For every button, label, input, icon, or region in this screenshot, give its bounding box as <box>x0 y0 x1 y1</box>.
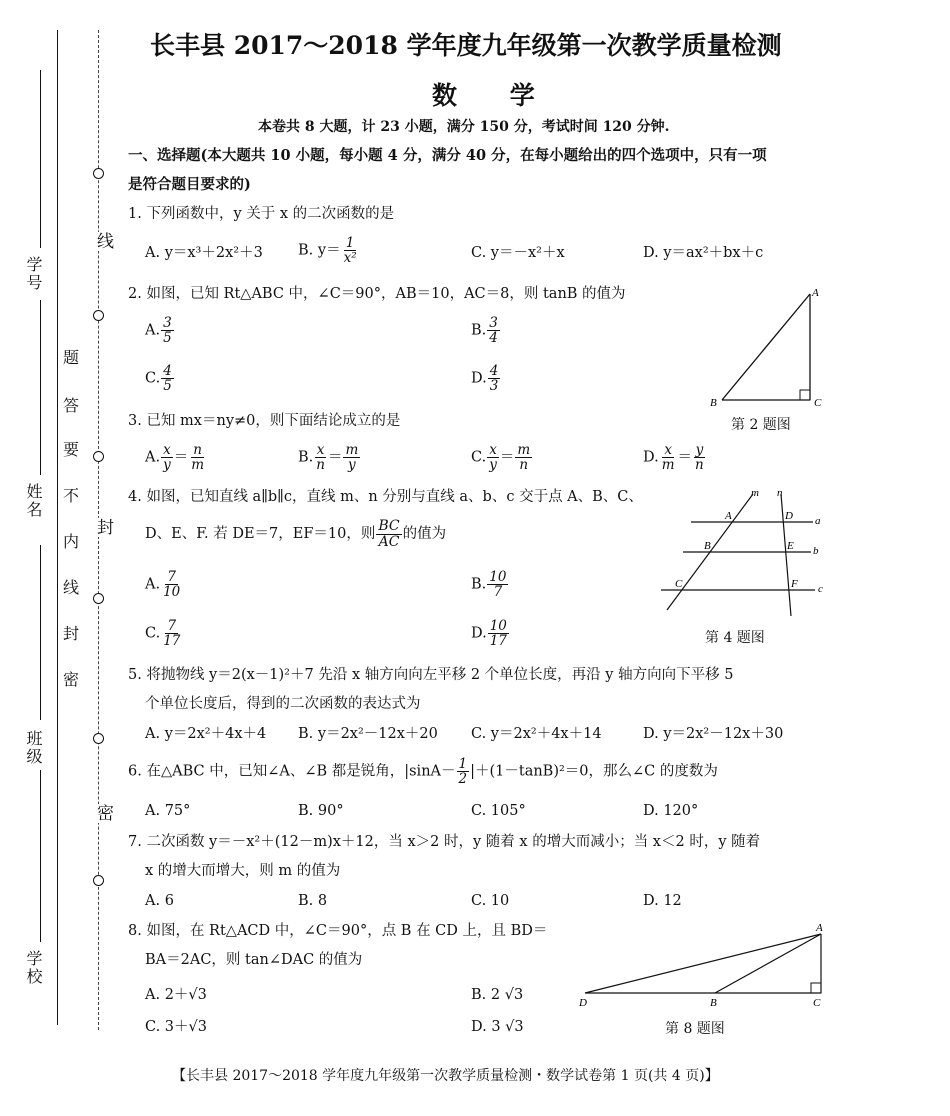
section-heading-cont: 是符合题目要求的) <box>128 176 251 193</box>
q7-stem: 7. 二次函数 y＝－x²＋(12－m)x＋12，当 x＞2 时，y 随着 x 的增大而减小；当 x＜2 时，y 随着 <box>128 834 761 850</box>
q3-option-a[interactable]: A. $\frac{x}{y}$ ＝ $\frac{n}{m}$ <box>145 442 205 474</box>
q1-option-c[interactable]: C. y＝－x²＋x <box>471 245 565 261</box>
fig4-label-f: F <box>791 578 798 590</box>
notice-char: 线 <box>63 578 80 597</box>
q3-stem: 3. 已知 mx＝ny≠0，则下面结论成立的是 <box>128 413 401 429</box>
notice-char: 封 <box>63 624 80 643</box>
q4-option-d[interactable]: D. $\frac{10}{17}$ <box>471 618 507 650</box>
q4-stem: 4. 如图，已知直线 a∥b∥c，直线 m、n 分别与直线 a、b、c 交于点 A、B、C、 <box>128 489 643 505</box>
q3-option-d[interactable]: D. $\frac{x}{m}$ ＝ $\frac{y}{n}$ <box>643 442 704 474</box>
notice-char: 要 <box>63 440 80 459</box>
field-line-school[interactable] <box>40 770 41 942</box>
notice-char: 答 <box>63 396 80 415</box>
exam-title: 长丰县 2017～2018 学年度九年级第一次教学质量检测 <box>150 31 782 60</box>
notice-char: 不 <box>63 486 80 505</box>
q6-option-b[interactable]: B. 90° <box>298 803 344 819</box>
fig4-label-c-line: c <box>818 583 823 595</box>
fig4-label-m: m <box>751 487 759 499</box>
seal-hole <box>93 451 104 462</box>
q1-option-b[interactable]: B. y＝ $\frac{1}{\text{x²}}$ <box>298 235 357 267</box>
q3-option-b[interactable]: B. $\frac{x}{n}$ ＝ $\frac{m}{y}$ <box>298 442 359 474</box>
q4-option-b[interactable]: B. $\frac{10}{7}$ <box>471 569 507 601</box>
fig8-label-d: D <box>579 997 587 1009</box>
figure-q4-parallel-lines <box>655 484 835 624</box>
page-footer: 【长丰县 2017～2018 学年度九年级第一次教学质量检测・数学试卷第 1 页(共 4 页)】 <box>172 1068 719 1084</box>
q4-option-a[interactable]: A. $\frac{7}{10}$ <box>145 569 181 601</box>
seal-word-feng: 封 <box>91 518 116 537</box>
seal-hole <box>93 875 104 886</box>
notice-char: 题 <box>63 348 80 367</box>
q8-option-a[interactable]: A. 2＋√3 <box>145 987 207 1003</box>
fig8-label-a: A <box>816 922 823 934</box>
field-label-student-id: 学号 <box>24 256 43 292</box>
fig4-caption: 第 4 题图 <box>705 630 765 646</box>
q7-option-a[interactable]: A. 6 <box>145 893 174 909</box>
figure-q8-triangle <box>575 920 830 1015</box>
q1-option-a[interactable]: A. y＝x³＋2x²＋3 <box>145 245 263 261</box>
fig4-label-e: E <box>787 540 794 552</box>
q6-option-c[interactable]: C. 105° <box>471 803 526 819</box>
seal-word-mi: 密 <box>91 804 116 823</box>
field-line-name[interactable] <box>40 300 41 475</box>
q2-stem: 2. 如图，已知 Rt△ABC 中，∠C＝90°，AB＝10，AC＝8，则 tanB 的值为 <box>128 286 626 302</box>
exam-info: 本卷共 8 大题，计 23 小题，满分 150 分，考试时间 120 分钟. <box>258 119 670 135</box>
q4-stem-cont: D、E、F. 若 DE＝7，EF＝10，则 $\frac{BC}{AC}$ 的值为 <box>145 518 447 550</box>
q5-stem: 5. 将抛物线 y＝2(x－1)²＋7 先沿 x 轴方向向左平移 2 个单位长度，再沿 y 轴方向向下平移 5 <box>128 667 734 683</box>
fig4-label-d: D <box>785 510 793 522</box>
q7-option-d[interactable]: D. 12 <box>643 893 682 909</box>
q6-option-a[interactable]: A. 75° <box>145 803 191 819</box>
subject-title: 数 学 <box>432 81 557 110</box>
q8-option-d[interactable]: D. 3 √3 <box>471 1019 524 1035</box>
q5-option-a[interactable]: A. y＝2x²＋4x＋4 <box>145 726 267 742</box>
field-label-name: 姓名 <box>24 483 43 519</box>
notice-char: 密 <box>63 670 80 689</box>
binding-line <box>57 30 58 1025</box>
fig4-label-c-point: C <box>675 578 683 590</box>
field-line-class[interactable] <box>40 545 41 720</box>
field-label-class: 班级 <box>24 730 43 766</box>
seal-hole <box>93 310 104 321</box>
q5-option-c[interactable]: C. y＝2x²＋4x＋14 <box>471 726 602 742</box>
field-label-school: 学校 <box>24 950 43 986</box>
q2-option-c[interactable]: C. $\frac{4}{5}$ <box>145 363 172 395</box>
section-heading: 一、选择题(本大题共 10 小题，每小题 4 分，满分 40 分，在每小题给出的四个选项中，只有一项 <box>128 147 767 164</box>
notice-char: 内 <box>63 532 80 551</box>
q1-option-d[interactable]: D. y＝ax²＋bx＋c <box>643 245 764 261</box>
fig8-label-c: C <box>813 997 821 1009</box>
q8-option-c[interactable]: C. 3＋√3 <box>145 1019 207 1035</box>
q7-option-b[interactable]: B. 8 <box>298 893 328 909</box>
fig2-label-c: C <box>814 397 822 409</box>
fig2-caption: 第 2 题图 <box>731 417 791 433</box>
q8-stem: 8. 如图，在 Rt△ACD 中，∠C＝90°，点 B 在 CD 上，且 BD＝ <box>128 923 548 939</box>
q2-option-d[interactable]: D. $\frac{4}{3}$ <box>471 363 499 395</box>
q4-option-c[interactable]: C. $\frac{7}{17}$ <box>145 618 181 650</box>
fig4-label-b-line: b <box>813 545 819 557</box>
fig4-label-b-point: B <box>704 540 711 552</box>
fig4-label-n: n <box>777 487 783 499</box>
field-line-student-id[interactable] <box>40 70 41 248</box>
q5-stem-cont: 个单位长度后，得到的二次函数的表达式为 <box>145 696 421 712</box>
q2-option-b[interactable]: B. $\frac{3}{4}$ <box>471 315 498 347</box>
q6-option-d[interactable]: D. 120° <box>643 803 699 819</box>
q7-stem-cont: x 的增大而增大，则 m 的值为 <box>145 863 341 879</box>
q8-stem-cont: BA＝2AC，则 tan∠DAC 的值为 <box>145 952 363 968</box>
fig2-label-a: A <box>812 287 819 299</box>
seal-hole <box>93 733 104 744</box>
fig4-label-a-line: a <box>815 515 821 527</box>
fig8-label-b: B <box>710 997 717 1009</box>
q2-option-a[interactable]: A. $\frac{3}{5}$ <box>145 315 172 347</box>
seal-hole <box>93 593 104 604</box>
q1-stem: 1. 下列函数中，y 关于 x 的二次函数的是 <box>128 206 395 222</box>
q8-option-b[interactable]: B. 2 √3 <box>471 987 524 1003</box>
fig2-label-b: B <box>710 397 717 409</box>
seal-word-xian: 线 <box>91 232 116 251</box>
q7-option-c[interactable]: C. 10 <box>471 893 510 909</box>
fig8-caption: 第 8 题图 <box>665 1021 725 1037</box>
q5-option-d[interactable]: D. y＝2x²－12x＋30 <box>643 726 784 742</box>
q5-option-b[interactable]: B. y＝2x²－12x＋20 <box>298 726 438 742</box>
q3-option-c[interactable]: C. $\frac{x}{y}$ ＝ $\frac{m}{n}$ <box>471 442 531 474</box>
fig4-label-a-point: A <box>725 510 732 522</box>
seal-hole <box>93 168 104 179</box>
q6-stem: 6. 在△ABC 中，已知∠A、∠B 都是锐角，|sinA－ $\frac{1}{2}$ |＋(1－tanB)²＝0，那么∠C 的度数为 <box>128 756 718 788</box>
figure-q2-triangle <box>700 282 840 432</box>
